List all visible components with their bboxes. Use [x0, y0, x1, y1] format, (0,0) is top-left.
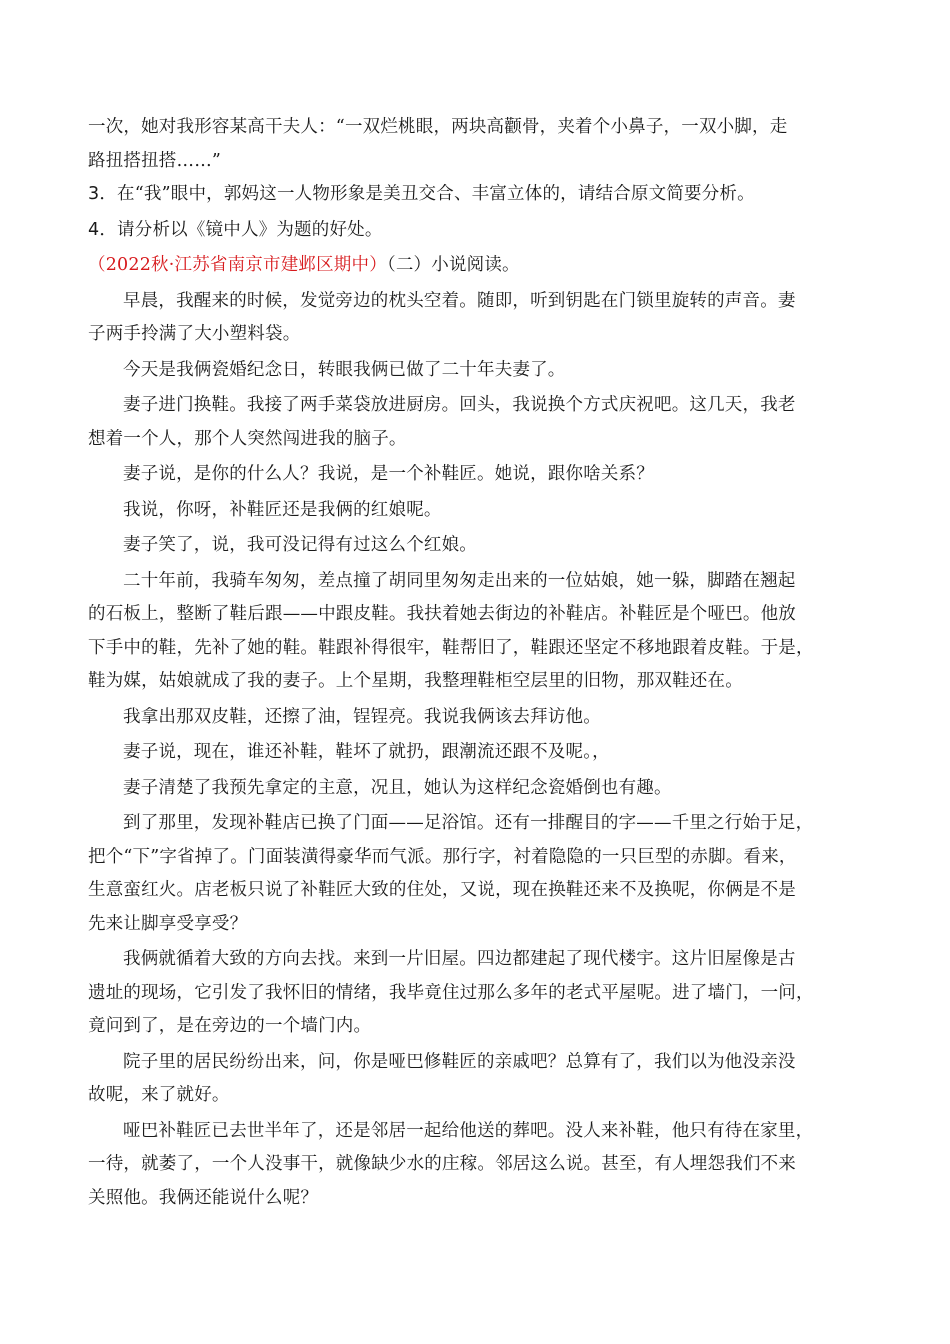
- paragraph-line: 我拿出那双皮鞋，还擦了油，锃锃亮。我说我俩该去拜访他。: [123, 706, 601, 727]
- paragraph-line: 生意蛮红火。店老板只说了补鞋匠大致的住处，又说，现在换鞋还来不及换呢，你俩是不是: [88, 880, 796, 900]
- paragraph: [88, 565, 868, 699]
- paragraph-line: 早晨，我醒来的时候，发觉旁边的枕头空着。随即，听到钥匙在门锁里旋转的声音。妻: [123, 290, 796, 311]
- question-number: 3．: [88, 184, 118, 204]
- paragraph: [88, 943, 868, 1044]
- paragraph-line: 鞋为媒，姑娘就成了我的妻子。上个星期，我整理鞋柜空层里的旧物，那双鞋还在。: [88, 671, 743, 691]
- paragraph: [88, 701, 868, 735]
- paragraph-line: 妻子说，是你的什么人？我说，是一个补鞋匠。她说，跟你啥关系？: [123, 464, 654, 484]
- paragraph: [88, 458, 868, 492]
- paragraph: [88, 529, 868, 563]
- paragraph-line: 子两手拎满了大小塑料袋。: [88, 324, 301, 344]
- section-heading: [88, 249, 868, 283]
- question-text: 请分析以《镜中人》为题的好处。: [117, 219, 383, 240]
- question-3: [88, 178, 868, 212]
- source-label: （2022秋·江苏省南京市建邺区期中）: [88, 255, 387, 275]
- quote-block: [88, 111, 868, 178]
- question-number: 4．: [88, 219, 118, 240]
- paragraph: [88, 1046, 868, 1113]
- paragraph: [88, 772, 868, 806]
- paragraph: [88, 389, 868, 456]
- paragraph-line: 先来让脚享受享受？: [88, 913, 248, 934]
- paragraph-line: 把个“下”字省掉了。门面装潢得豪华而气派。那行字，衬着隐隐的一只巨型的赤脚。看来，: [88, 846, 797, 867]
- quote-line: 路扭搭扭搭……”: [88, 150, 222, 171]
- paragraph-line: 竟问到了，是在旁边的一个墙门内。: [88, 1016, 372, 1036]
- paragraph: [88, 1115, 868, 1216]
- paragraph-line: 遗址的现场，它引发了我怀旧的情绪，我毕竟住过那么多年的老式平屋呢。进了墙门，一问，: [88, 982, 814, 1003]
- paragraph-line: 今天是我俩瓷婚纪念日，转眼我俩已做了二十年夫妻了。: [123, 359, 566, 380]
- paragraph-line: 妻子进门换鞋。我接了两手菜袋放进厨房。回头，我说换个方式庆祝吧。这几天，我老: [123, 395, 796, 415]
- quote-line: 一次，她对我形容某高干夫人：“一双烂桃眼，两块高颧骨，夹着个小鼻子，一双小脚，走: [88, 117, 788, 137]
- paragraph-line: 下手中的鞋，先补了她的鞋。鞋跟补得很牢，鞋帮旧了，鞋跟还坚定不移地跟着皮鞋。于是，: [88, 637, 814, 658]
- question-4: [88, 214, 868, 248]
- paragraph-line: 妻子说，现在，谁还补鞋，鞋坏了就扔，跟潮流还跟不及呢。，: [123, 742, 610, 762]
- document-page: [88, 111, 868, 1217]
- paragraph-line: 一待，就萎了，一个人没事干，就像缺少水的庄稼。邻居这么说。甚至，有人埋怨我们不来: [88, 1154, 796, 1174]
- paragraph-line: 关照他。我俩还能说什么呢？: [88, 1187, 319, 1208]
- paragraph-line: 到了那里，发现补鞋店已换了门面——足浴馆。还有一排醒目的字——千里之行始于足，: [123, 813, 814, 833]
- paragraph-line: 院子里的居民纷纷出来，问，你是哑巴修鞋匠的亲戚吧？总算有了，我们以为他没亲没: [123, 1051, 796, 1072]
- paragraph: [88, 807, 868, 941]
- section-title: （二）小说阅读。: [386, 255, 520, 275]
- paragraph-line: 故呢，来了就好。: [88, 1085, 230, 1105]
- paragraph-line: 妻子笑了，说，我可没记得有过这么个红娘。: [123, 535, 477, 555]
- paragraph: [88, 354, 868, 388]
- paragraph-line: 我俩就循着大致的方向去找。来到一片旧屋。四边都建起了现代楼宇。这片旧屋像是古: [123, 949, 796, 969]
- paragraph-line: 哑巴补鞋匠已去世半年了，还是邻居一起给他送的葬吧。没人来补鞋，他只有待在家里，: [123, 1120, 814, 1141]
- paragraph: [88, 736, 868, 770]
- paragraph-line: 我说，你呀，补鞋匠还是我俩的红娘呢。: [123, 499, 442, 520]
- question-text: 在“我”眼中，郭妈这一人物形象是美丑交合、丰富立体的，请结合原文简要分析。: [117, 184, 755, 204]
- paragraph-line: 想着一个人，那个人突然闯进我的脑子。: [88, 428, 407, 449]
- paragraph-line: 妻子清楚了我预先拿定的主意，况且，她认为这样纪念瓷婚倒也有趣。: [123, 777, 672, 798]
- paragraph: [88, 494, 868, 528]
- paragraph-line: 的石板上，整断了鞋后跟——中跟皮鞋。我扶着她去街边的补鞋店。补鞋匠是个哑巴。他放: [88, 604, 796, 624]
- paragraph: [88, 285, 868, 352]
- paragraph-line: 二十年前，我骑车匆匆，差点撞了胡同里匆匆走出来的一位姑娘，她一躲，脚踏在翘起: [123, 570, 796, 591]
